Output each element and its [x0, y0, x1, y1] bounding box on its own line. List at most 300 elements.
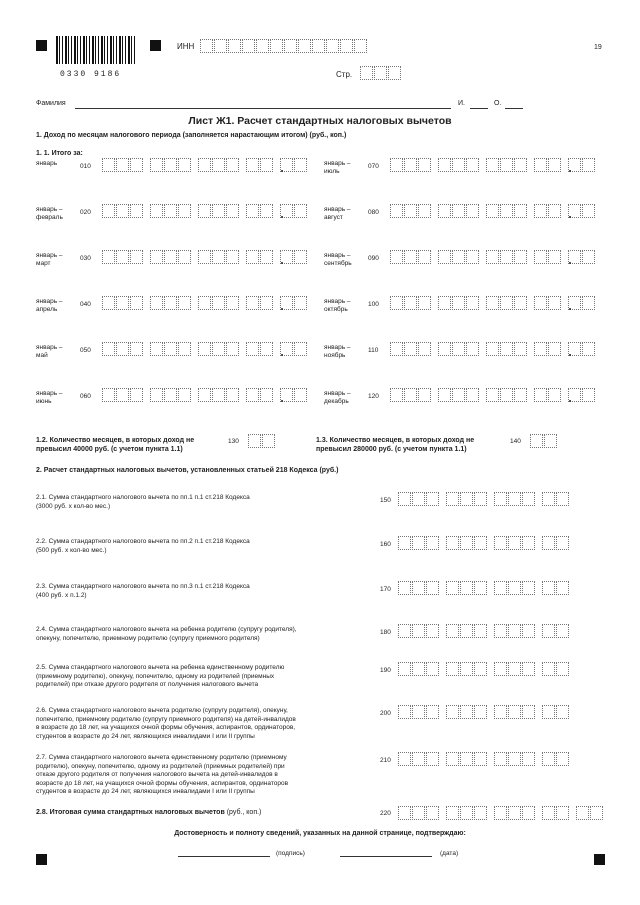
input-cell[interactable] — [494, 536, 507, 550]
input-cell[interactable] — [418, 296, 431, 310]
input-cell[interactable] — [556, 581, 569, 595]
input-cell[interactable] — [486, 158, 499, 172]
input-cell[interactable] — [426, 705, 439, 719]
left-amount-field[interactable] — [102, 388, 308, 402]
input-cell[interactable] — [418, 388, 431, 402]
input-cell[interactable] — [294, 158, 307, 172]
input-cell[interactable] — [548, 342, 561, 356]
date-field[interactable] — [340, 856, 432, 857]
input-cell[interactable] — [398, 536, 411, 550]
input-cell[interactable] — [246, 388, 259, 402]
deduction-text-line: возрасте до 18 лет, на учащихся очной формы обучения, аспирантов, ординаторов — [36, 779, 289, 787]
input-cell[interactable] — [460, 752, 473, 766]
input-cell[interactable] — [294, 342, 307, 356]
input-cell[interactable] — [294, 204, 307, 218]
input-cell[interactable] — [398, 752, 411, 766]
input-cell[interactable] — [390, 388, 403, 402]
input-cell[interactable] — [452, 204, 465, 218]
right-amount-field[interactable] — [390, 250, 596, 264]
input-cell[interactable] — [294, 296, 307, 310]
input-cell[interactable] — [212, 296, 225, 310]
signature-field[interactable] — [178, 856, 270, 857]
input-cell[interactable] — [500, 250, 513, 264]
input-cell[interactable] — [582, 388, 595, 402]
input-cell[interactable] — [212, 342, 225, 356]
cell-gap — [432, 388, 437, 402]
input-cell[interactable] — [474, 581, 487, 595]
input-cell[interactable] — [164, 204, 177, 218]
input-cell[interactable] — [446, 752, 459, 766]
input-cell[interactable] — [164, 158, 177, 172]
input-cell[interactable] — [522, 752, 535, 766]
input-cell[interactable] — [438, 158, 451, 172]
input-cell[interactable] — [164, 388, 177, 402]
input-cell[interactable] — [426, 624, 439, 638]
input-cell[interactable] — [542, 624, 555, 638]
input-cell[interactable] — [198, 388, 211, 402]
input-cell[interactable] — [542, 752, 555, 766]
input-cell[interactable] — [522, 624, 535, 638]
q12-line2: превысил 40000 руб. (с учетом пункта 1.1) — [36, 446, 183, 453]
initial-i-field[interactable] — [470, 108, 488, 109]
input-cell[interactable] — [260, 342, 273, 356]
input-cell[interactable] — [466, 388, 479, 402]
input-cell[interactable] — [446, 624, 459, 638]
left-line-code: 050 — [80, 347, 91, 354]
input-cell[interactable] — [534, 204, 547, 218]
input-cell[interactable] — [116, 388, 129, 402]
deduction-code: 200 — [380, 710, 391, 717]
input-cell[interactable] — [418, 342, 431, 356]
input-cell[interactable] — [102, 388, 115, 402]
input-cell[interactable] — [542, 492, 555, 506]
input-cell[interactable] — [116, 204, 129, 218]
input-cell[interactable] — [102, 250, 115, 264]
input-cell[interactable] — [460, 705, 473, 719]
input-cell[interactable] — [150, 158, 163, 172]
input-cell[interactable] — [446, 492, 459, 506]
input-cell[interactable] — [486, 296, 499, 310]
input-cell[interactable] — [164, 296, 177, 310]
cell-gap — [440, 536, 445, 550]
input-cell[interactable] — [412, 705, 425, 719]
input-cell[interactable] — [460, 536, 473, 550]
cell-gap — [144, 296, 149, 310]
input-cell[interactable] — [590, 806, 603, 820]
input-cell[interactable] — [198, 158, 211, 172]
input-cell[interactable] — [486, 204, 499, 218]
input-cell[interactable] — [212, 158, 225, 172]
input-cell[interactable] — [582, 250, 595, 264]
input-cell[interactable] — [116, 250, 129, 264]
input-cell[interactable] — [226, 342, 239, 356]
input-cell[interactable] — [164, 250, 177, 264]
input-cell[interactable] — [556, 492, 569, 506]
input-cell[interactable] — [212, 204, 225, 218]
deduction-amount-field[interactable] — [398, 581, 570, 595]
input-cell[interactable] — [390, 204, 403, 218]
input-cell[interactable] — [412, 662, 425, 676]
input-cell[interactable] — [246, 158, 259, 172]
input-cell[interactable] — [178, 342, 191, 356]
input-cell[interactable] — [474, 536, 487, 550]
input-cell[interactable] — [474, 624, 487, 638]
decimal-point — [281, 262, 283, 264]
input-cell[interactable] — [446, 806, 459, 820]
input-cell[interactable] — [426, 581, 439, 595]
input-cell[interactable] — [522, 492, 535, 506]
left-amount-field[interactable] — [102, 204, 308, 218]
input-cell[interactable] — [246, 204, 259, 218]
input-cell[interactable] — [404, 296, 417, 310]
input-cell[interactable] — [426, 662, 439, 676]
input-cell[interactable] — [556, 536, 569, 550]
input-cell[interactable] — [418, 204, 431, 218]
right-amount-field[interactable] — [390, 296, 596, 310]
input-cell[interactable] — [582, 342, 595, 356]
q13-field[interactable] — [530, 434, 558, 448]
left-amount-field[interactable] — [102, 250, 308, 264]
input-cell[interactable] — [438, 388, 451, 402]
input-cell[interactable] — [260, 158, 273, 172]
input-cell[interactable] — [522, 705, 535, 719]
input-cell[interactable] — [426, 752, 439, 766]
input-cell[interactable] — [466, 342, 479, 356]
input-cell[interactable] — [446, 705, 459, 719]
input-cell[interactable] — [452, 250, 465, 264]
input-cell[interactable] — [452, 158, 465, 172]
left-amount-field[interactable] — [102, 158, 308, 172]
deduction-text-line: 2.6. Сумма стандартного налогового вычета родителю (супругу родителя), опекуну, — [36, 707, 288, 714]
input-cell[interactable] — [178, 204, 191, 218]
deduction-amount-field[interactable] — [398, 536, 570, 550]
input-cell[interactable] — [198, 296, 211, 310]
input-cell[interactable] — [514, 158, 527, 172]
input-cell[interactable] — [226, 388, 239, 402]
input-cell[interactable] — [390, 158, 403, 172]
input-cell[interactable] — [212, 388, 225, 402]
input-cell[interactable] — [556, 662, 569, 676]
input-cell[interactable] — [460, 581, 473, 595]
input-cell[interactable] — [486, 342, 499, 356]
input-cell[interactable] — [404, 158, 417, 172]
right-amount-field[interactable] — [390, 158, 596, 172]
input-cell[interactable] — [466, 158, 479, 172]
input-cell[interactable] — [130, 158, 143, 172]
cell-gap — [240, 388, 245, 402]
input-cell[interactable] — [294, 250, 307, 264]
input-cell[interactable] — [582, 296, 595, 310]
initial-o-label: О. — [494, 100, 502, 107]
input-cell[interactable] — [412, 536, 425, 550]
initial-o-field[interactable] — [505, 108, 523, 109]
cell-gap — [240, 158, 245, 172]
total-label-text: 2.8. Итоговая сумма стандартных налоговых вычетов — [36, 809, 225, 816]
deduction-amount-field[interactable] — [398, 705, 570, 719]
input-cell[interactable] — [398, 705, 411, 719]
input-cell[interactable] — [164, 342, 177, 356]
input-cell[interactable] — [404, 342, 417, 356]
input-cell[interactable] — [178, 250, 191, 264]
right-amount-field[interactable] — [390, 388, 596, 402]
input-cell[interactable] — [466, 250, 479, 264]
input-cell[interactable] — [226, 250, 239, 264]
input-cell[interactable] — [522, 806, 535, 820]
input-cell[interactable] — [246, 342, 259, 356]
deduction-amount-field[interactable] — [398, 624, 570, 638]
input-cell[interactable] — [522, 581, 535, 595]
input-cell[interactable] — [418, 250, 431, 264]
input-cell[interactable] — [418, 158, 431, 172]
input-cell[interactable] — [438, 342, 451, 356]
deduction-amount-field[interactable] — [398, 492, 570, 506]
cell-gap — [274, 204, 279, 218]
input-cell[interactable] — [548, 250, 561, 264]
input-cell[interactable] — [178, 158, 191, 172]
right-line-code: 070 — [368, 163, 379, 170]
input-cell[interactable] — [438, 296, 451, 310]
input-cell[interactable] — [452, 388, 465, 402]
input-cell[interactable] — [412, 581, 425, 595]
left-period-sublabel: май — [36, 352, 48, 359]
input-cell[interactable] — [390, 342, 403, 356]
input-cell[interactable] — [404, 250, 417, 264]
input-cell[interactable] — [474, 806, 487, 820]
input-cell[interactable] — [404, 204, 417, 218]
input-cell[interactable] — [412, 492, 425, 506]
input-cell[interactable] — [494, 705, 507, 719]
input-cell[interactable] — [466, 204, 479, 218]
input-cell[interactable] — [494, 581, 507, 595]
input-cell[interactable] — [102, 342, 115, 356]
input-cell[interactable] — [212, 250, 225, 264]
input-cell[interactable] — [556, 752, 569, 766]
input-cell[interactable] — [508, 705, 521, 719]
deduction-code: 160 — [380, 541, 391, 548]
input-cell[interactable] — [130, 388, 143, 402]
input-cell[interactable] — [412, 624, 425, 638]
right-period-sublabel: август — [324, 214, 343, 221]
input-cell[interactable] — [508, 581, 521, 595]
input-cell[interactable] — [438, 250, 451, 264]
q12-field[interactable] — [248, 434, 276, 448]
right-period-sublabel: декабрь — [324, 398, 349, 405]
input-cell[interactable] — [294, 388, 307, 402]
total-label — [36, 808, 261, 817]
input-cell[interactable] — [548, 296, 561, 310]
cell-gap — [536, 662, 541, 676]
input-cell[interactable] — [412, 806, 425, 820]
input-cell[interactable] — [198, 342, 211, 356]
input-cell[interactable] — [246, 296, 259, 310]
cell-gap — [488, 806, 493, 820]
input-cell[interactable] — [500, 204, 513, 218]
input-cell[interactable] — [486, 250, 499, 264]
input-cell[interactable] — [556, 806, 569, 820]
input-cell[interactable] — [426, 492, 439, 506]
input-cell[interactable] — [556, 624, 569, 638]
input-cell[interactable] — [178, 388, 191, 402]
input-cell[interactable] — [508, 752, 521, 766]
input-cell[interactable] — [446, 662, 459, 676]
input-cell[interactable] — [494, 806, 507, 820]
input-cell[interactable] — [556, 705, 569, 719]
input-cell[interactable] — [460, 624, 473, 638]
input-cell[interactable] — [500, 296, 513, 310]
input-cell[interactable] — [508, 492, 521, 506]
input-cell[interactable] — [150, 250, 163, 264]
input-cell[interactable] — [260, 204, 273, 218]
input-cell[interactable] — [500, 342, 513, 356]
input-cell[interactable] — [246, 250, 259, 264]
input-cell[interactable] — [426, 806, 439, 820]
left-line-code: 010 — [80, 163, 91, 170]
input-cell[interactable] — [130, 342, 143, 356]
decimal-point — [281, 308, 283, 310]
right-period-sublabel: ноябрь — [324, 352, 346, 359]
input-cell[interactable] — [460, 662, 473, 676]
input-cell[interactable] — [474, 752, 487, 766]
input-cell[interactable] — [508, 662, 521, 676]
input-cell[interactable] — [452, 342, 465, 356]
input-cell[interactable] — [226, 296, 239, 310]
input-cell[interactable] — [548, 388, 561, 402]
input-cell[interactable] — [452, 296, 465, 310]
input-cell[interactable] — [534, 388, 547, 402]
input-cell[interactable] — [116, 158, 129, 172]
input-cell[interactable] — [438, 204, 451, 218]
input-cell[interactable] — [446, 536, 459, 550]
input-cell[interactable] — [582, 204, 595, 218]
input-cell[interactable] — [514, 388, 527, 402]
input-cell[interactable] — [494, 624, 507, 638]
input-cell[interactable] — [534, 342, 547, 356]
input-cell[interactable] — [116, 342, 129, 356]
input-cell[interactable] — [474, 662, 487, 676]
input-cell[interactable] — [150, 204, 163, 218]
deduction-amount-field[interactable] — [398, 752, 570, 766]
right-amount-field[interactable] — [390, 342, 596, 356]
input-cell[interactable] — [226, 158, 239, 172]
input-cell[interactable] — [542, 536, 555, 550]
input-cell[interactable] — [514, 296, 527, 310]
input-cell[interactable] — [494, 492, 507, 506]
input-cell[interactable] — [542, 662, 555, 676]
input-cell[interactable] — [102, 204, 115, 218]
input-cell[interactable] — [446, 581, 459, 595]
input-cell[interactable] — [260, 250, 273, 264]
page-field[interactable] — [360, 66, 402, 80]
input-cell[interactable] — [542, 705, 555, 719]
input-cell[interactable] — [398, 662, 411, 676]
input-cell[interactable] — [116, 296, 129, 310]
input-cell[interactable] — [508, 806, 521, 820]
input-cell[interactable] — [582, 158, 595, 172]
input-cell[interactable] — [514, 250, 527, 264]
cell-gap — [192, 204, 197, 218]
input-cell[interactable] — [130, 204, 143, 218]
q13-line2: превысил 280000 руб. (с учетом пункта 1.1) — [316, 446, 467, 453]
input-cell[interactable] — [576, 806, 589, 820]
input-cell[interactable] — [534, 296, 547, 310]
input-cell[interactable] — [534, 250, 547, 264]
input-cell[interactable] — [486, 388, 499, 402]
input-cell[interactable] — [500, 388, 513, 402]
inn-field[interactable] — [200, 39, 368, 53]
input-cell[interactable] — [474, 492, 487, 506]
input-cell[interactable] — [460, 806, 473, 820]
total-amount-field[interactable] — [398, 806, 604, 820]
cell-gap — [480, 342, 485, 356]
input-cell[interactable] — [102, 158, 115, 172]
input-cell[interactable] — [198, 250, 211, 264]
input-cell[interactable] — [198, 204, 211, 218]
input-cell[interactable] — [398, 492, 411, 506]
input-cell[interactable] — [500, 158, 513, 172]
input-cell[interactable] — [494, 752, 507, 766]
input-cell[interactable] — [514, 204, 527, 218]
input-cell[interactable] — [508, 624, 521, 638]
input-cell[interactable] — [390, 296, 403, 310]
right-amount-field[interactable] — [390, 204, 596, 218]
input-cell[interactable] — [178, 296, 191, 310]
input-cell[interactable] — [426, 536, 439, 550]
input-cell[interactable] — [260, 388, 273, 402]
input-cell[interactable] — [398, 806, 411, 820]
date-label: (дата) — [440, 850, 459, 857]
input-cell[interactable] — [474, 705, 487, 719]
input-cell[interactable] — [522, 662, 535, 676]
section2-heading: 2. Расчет стандартных налоговых вычетов, установленных статьей 218 Кодекса (руб.) — [36, 467, 339, 474]
input-cell[interactable] — [508, 536, 521, 550]
input-cell[interactable] — [390, 250, 403, 264]
input-cell[interactable] — [514, 342, 527, 356]
input-cell[interactable] — [404, 388, 417, 402]
input-cell[interactable] — [398, 581, 411, 595]
input-cell[interactable] — [102, 296, 115, 310]
input-cell[interactable] — [260, 296, 273, 310]
input-cell[interactable] — [150, 296, 163, 310]
input-cell[interactable] — [226, 204, 239, 218]
cell-gap — [536, 536, 541, 550]
input-cell[interactable] — [412, 752, 425, 766]
input-cell[interactable] — [494, 662, 507, 676]
input-cell[interactable] — [130, 296, 143, 310]
input-cell[interactable] — [542, 806, 555, 820]
input-cell[interactable] — [398, 624, 411, 638]
input-cell[interactable] — [466, 296, 479, 310]
input-cell[interactable] — [534, 158, 547, 172]
deduction-amount-field[interactable] — [398, 662, 570, 676]
input-cell[interactable] — [130, 250, 143, 264]
input-cell[interactable] — [548, 204, 561, 218]
input-cell[interactable] — [460, 492, 473, 506]
input-cell[interactable] — [548, 158, 561, 172]
cell-gap — [536, 492, 541, 506]
surname-label: Фамилия — [36, 100, 66, 107]
decimal-point — [569, 170, 571, 172]
input-cell[interactable] — [150, 342, 163, 356]
left-period-label: январь – — [36, 390, 63, 397]
surname-field[interactable] — [75, 108, 451, 109]
cell-gap — [240, 296, 245, 310]
left-amount-field[interactable] — [102, 342, 308, 356]
input-cell[interactable] — [150, 388, 163, 402]
input-cell[interactable] — [522, 536, 535, 550]
left-period-label: январь – — [36, 252, 63, 259]
input-cell[interactable] — [542, 581, 555, 595]
left-amount-field[interactable] — [102, 296, 308, 310]
